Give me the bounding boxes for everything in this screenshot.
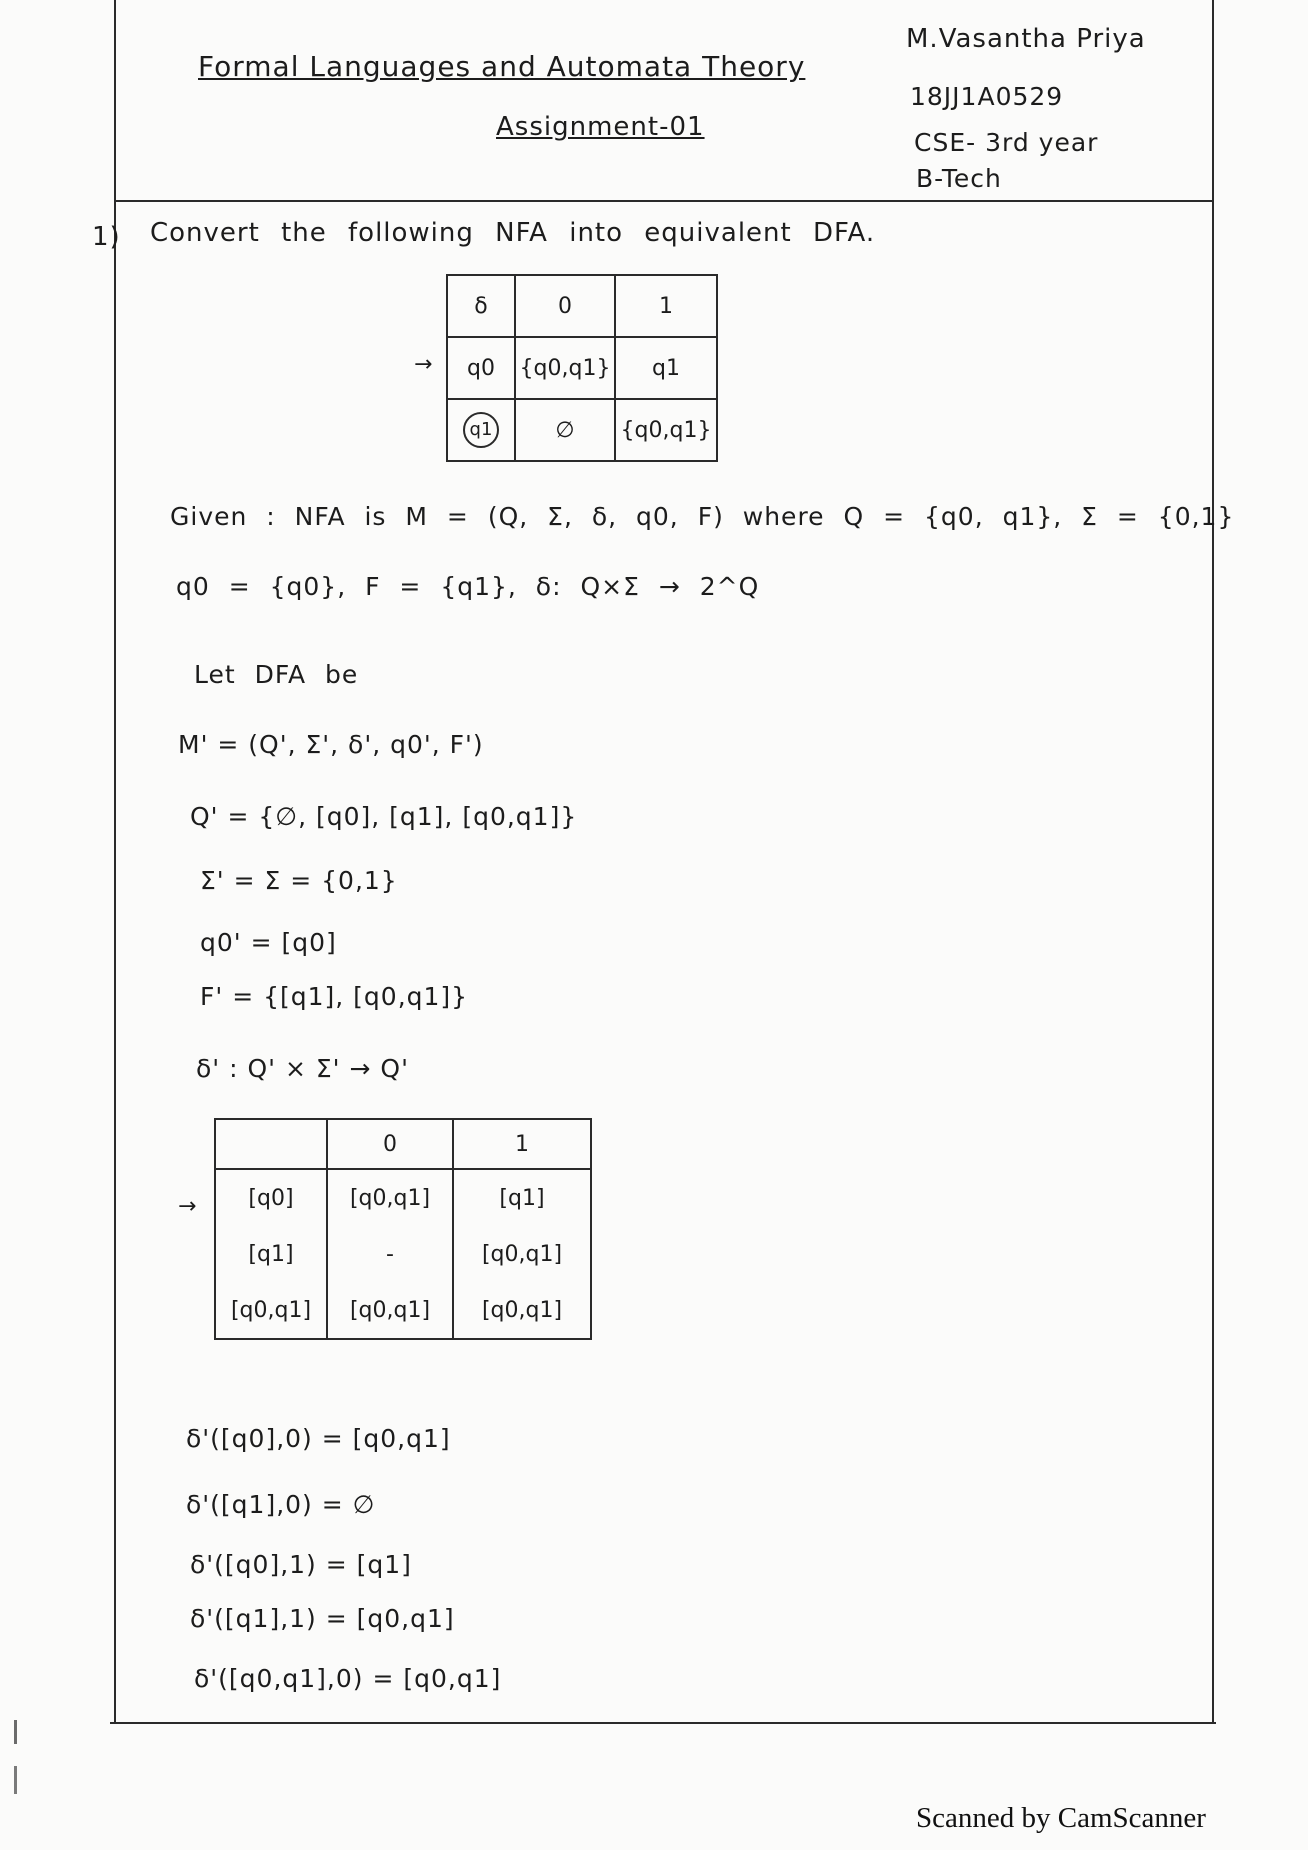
final-state-cell — [447, 399, 515, 461]
header-cell: 0 — [327, 1119, 453, 1169]
page-frame-bottom — [110, 1722, 1216, 1724]
transition-cell: [q0,q1] — [327, 1169, 453, 1226]
table-row — [447, 399, 717, 461]
dfa-start-state: q0' = [q0] — [200, 928, 337, 957]
dfa-transition-table — [214, 1118, 592, 1340]
transition-line: δ'([q0,q1],0) = [q0,q1] — [194, 1664, 502, 1693]
year-info: CSE- 3rd year — [914, 128, 1099, 157]
table-header-row — [447, 275, 717, 337]
final-state-circle: q1 — [463, 412, 499, 448]
page-frame-left — [114, 0, 116, 1722]
state-cell: [q0,q1] — [215, 1282, 327, 1339]
header-cell — [215, 1119, 327, 1169]
question-number: 1) — [92, 222, 121, 252]
degree-info: B-Tech — [916, 164, 1002, 193]
header-cell: 1 — [453, 1119, 591, 1169]
transition-cell: [q0,q1] — [327, 1282, 453, 1339]
transition-cell: - — [327, 1226, 453, 1282]
dfa-tuple: M' = (Q', Σ', δ', q0', F') — [178, 730, 484, 759]
roll-number: 18JJ1A0529 — [910, 82, 1064, 111]
let-dfa-text: Let DFA be — [194, 660, 359, 689]
transition-cell: q1 — [615, 337, 717, 399]
start-state-arrow-icon: → — [414, 352, 433, 377]
transition-cell: {q0,q1} — [615, 399, 717, 461]
given-line-1: Given : NFA is M = (Q, Σ, δ, q0, F) where Q = {q0, q1}, Σ = {0,1} — [170, 502, 1235, 531]
transition-cell: ∅ — [515, 399, 615, 461]
question-text: Convert the following NFA into equivalent DFA. — [150, 218, 876, 248]
dfa-states: Q' = {∅, [q0], [q1], [q0,q1]} — [190, 802, 578, 831]
dfa-final-states: F' = {[q1], [q0,q1]} — [200, 982, 469, 1011]
start-state-arrow-icon: → — [178, 1194, 197, 1219]
transition-cell: [q1] — [453, 1169, 591, 1226]
header-cell: 0 — [515, 275, 615, 337]
transition-line: δ'([q0],0) = [q0,q1] — [186, 1424, 451, 1453]
student-name: M.Vasantha Priya — [906, 24, 1146, 54]
page-title: Formal Languages and Automata Theory — [198, 50, 806, 83]
given-line-2: q0 = {q0}, F = {q1}, δ: Q×Σ → 2^Q — [176, 572, 760, 601]
state-cell: [q0] — [215, 1169, 327, 1226]
assignment-label: Assignment-01 — [496, 112, 705, 142]
scan-edge-artifact — [12, 1720, 22, 1800]
transition-line: δ'([q1],1) = [q0,q1] — [190, 1604, 455, 1633]
dfa-transition-function: δ' : Q' × Σ' → Q' — [196, 1054, 409, 1083]
state-cell: q0 — [447, 337, 515, 399]
table-row — [215, 1169, 591, 1226]
transition-cell: [q0,q1] — [453, 1226, 591, 1282]
transition-cell: [q0,q1] — [453, 1282, 591, 1339]
table-row — [215, 1226, 591, 1282]
transition-cell: {q0,q1} — [515, 337, 615, 399]
state-cell: [q1] — [215, 1226, 327, 1282]
camscanner-watermark: Scanned by CamScanner — [916, 1802, 1206, 1834]
table-row — [215, 1282, 591, 1339]
dfa-alphabet: Σ' = Σ = {0,1} — [200, 866, 398, 895]
page-frame-right — [1212, 0, 1214, 1722]
transition-line: δ'([q0],1) = [q1] — [190, 1550, 412, 1579]
nfa-transition-table — [446, 274, 718, 462]
header-cell: 1 — [615, 275, 717, 337]
table-row — [447, 337, 717, 399]
header-cell: δ — [447, 275, 515, 337]
transition-line: δ'([q1],0) = ∅ — [186, 1490, 376, 1519]
table-header-row — [215, 1119, 591, 1169]
header-divider — [116, 200, 1214, 202]
